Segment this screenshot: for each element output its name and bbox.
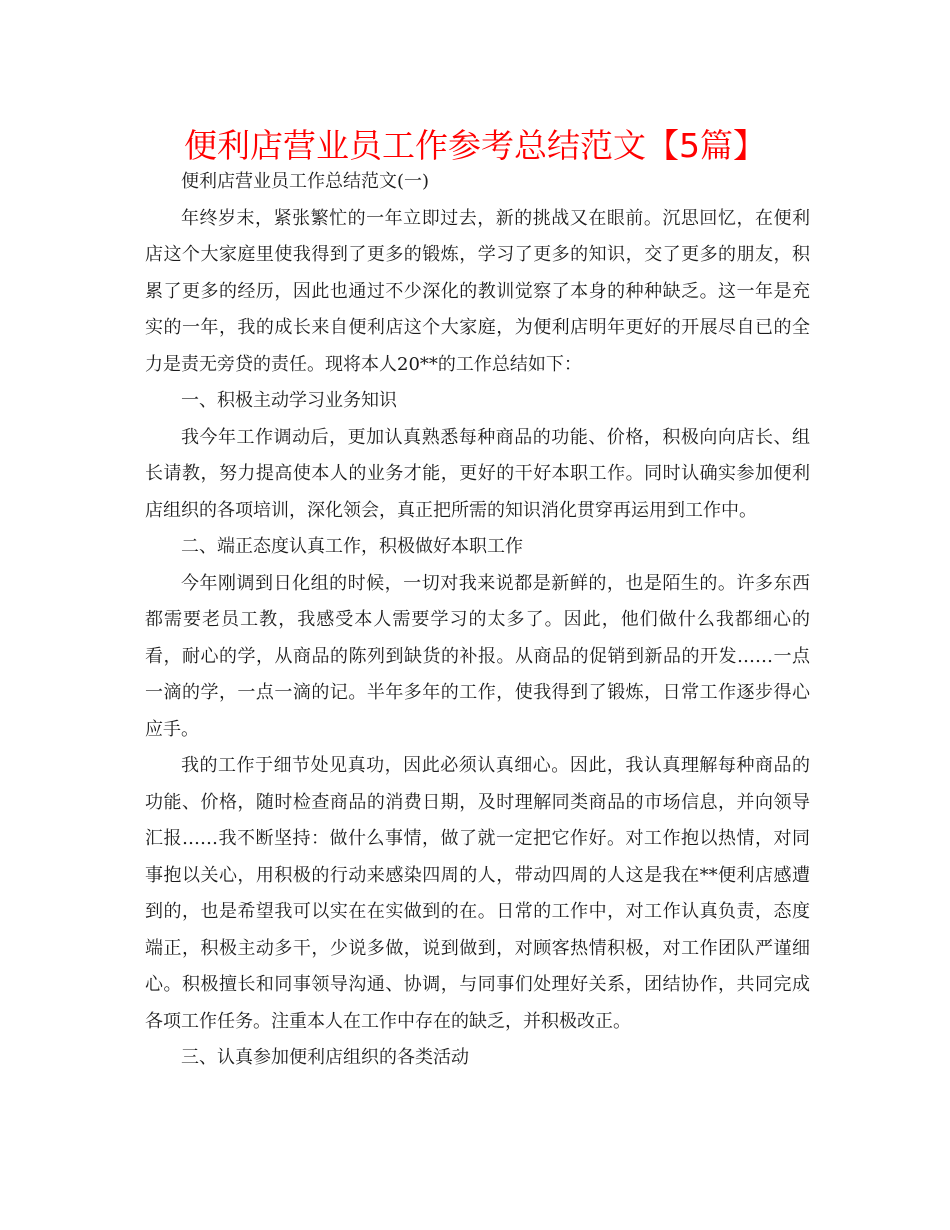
section-heading-2: 二、端正态度认真工作，积极做好本职工作 (181, 536, 523, 557)
section-heading-1: 一、积极主动学习业务知识 (181, 390, 397, 411)
paragraph-2: 今年刚调到日化组的时候，一切对我来说都是新鲜的，也是陌生的。许多东西都需要老员工教，我感受本人需要学习的太多了。因此，他们做什么我都细心的看，耐心的学，从商品的陈列到缺货的补报。从商品的促销到新品的开发……一点一滴的学，一点一滴的记。半年多年的工作，使我得到了锻炼，日常工作逐步得心应手。 (145, 572, 810, 740)
document-title: 便利店营业员工作参考总结范文【5篇】 (184, 126, 766, 165)
paragraph-intro: 年终岁末，紧张繁忙的一年立即过去，新的挑战又在眼前。沉思回忆，在便利店这个大家庭里使我得到了更多的锻炼，学习了更多的知识，交了更多的朋友，积累了更多的经历，因此也通过不少深化的教训觉察了本身的种种缺乏。这一年是充实的一年，我的成长来自便利店这个大家庭，为便利店明年更好的开展尽自已的全力是责无旁贷的责任。现将本人20**的工作总结如下： (145, 207, 810, 375)
section-heading-3: 三、认真参加便利店组织的各类活动 (181, 1047, 469, 1068)
document-body (145, 164, 810, 1077)
paragraph-1: 我今年工作调动后，更加认真熟悉每种商品的功能、价格，积极向向店长、组长请教，努力提高使本人的业务才能，更好的干好本职工作。同时认确实参加便利店组织的各项培训，深化领会，真正把所需的知识消化贯穿再运用到工作中。 (145, 426, 810, 521)
section-subtitle: 便利店营业员工作总结范文(一) (181, 171, 430, 192)
paragraph-3: 我的工作于细节处见真功，因此必须认真细心。因此，我认真理解每种商品的功能、价格，随时检查商品的消费日期，及时理解同类商品的市场信息，并向领导汇报……我不断坚持：做什么事情，做了就一定把它作好。对工作抱以热情，对同事抱以关心，用积极的行动来感染四周的人，带动四周的人这是我在**便利店感遭到的，也是希望我可以实在在实做到的在。日常的工作中，对工作认真负责，态度端正，积极主动多干，少说多做，说到做到，对顾客热情积极，对工作团队严谨细心。积极擅长和同事领导沟通、协调，与同事们处理好关系，团结协作，共同完成各项工作任务。注重本人在工作中存在的缺乏，并积极改正。 (145, 755, 810, 1032)
